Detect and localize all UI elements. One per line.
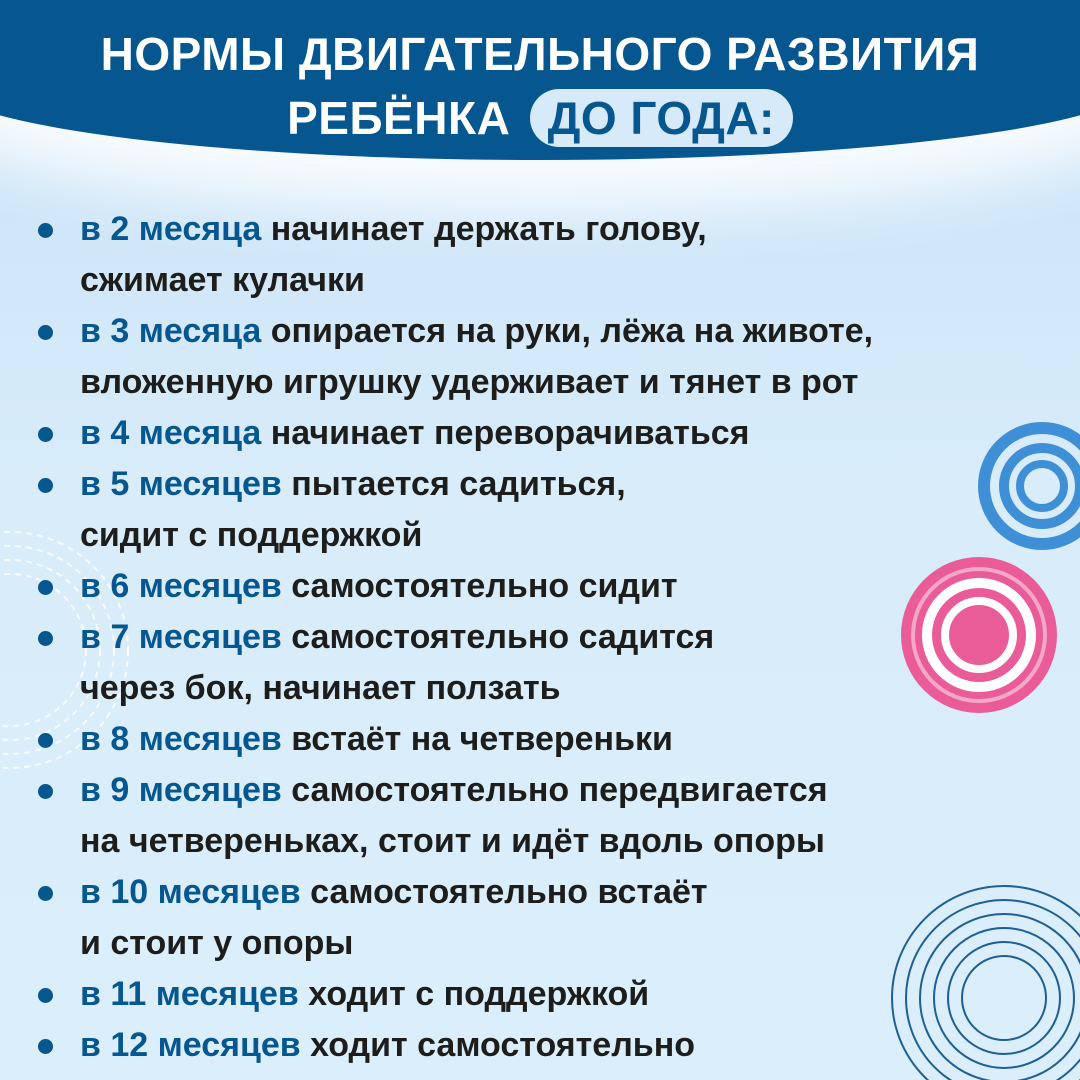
milestone-text: самостоятельно встаёт bbox=[310, 873, 708, 911]
milestone-text: опирается на руки, лёжа на животе, bbox=[270, 312, 874, 350]
milestone-text-continued: и стоит у опоры bbox=[80, 924, 354, 962]
bullet-icon bbox=[38, 886, 53, 901]
milestone-text: самостоятельно сидит bbox=[291, 567, 678, 605]
milestone-text-continued: на четвереньках, стоит и идёт вдоль опоры bbox=[80, 822, 825, 860]
milestone-age: в 10 месяцев bbox=[80, 873, 301, 911]
milestone-text-continued: вложенную игрушку удерживает и тянет в рот bbox=[80, 363, 859, 401]
bullet-icon bbox=[38, 325, 53, 340]
page-title bbox=[0, 22, 1080, 150]
milestone-age: в 8 месяцев bbox=[80, 720, 282, 758]
milestone-text: пытается садиться, bbox=[291, 465, 626, 503]
title-line-1: НОРМЫ ДВИГАТЕЛЬНОГО РАЗВИТИЯ bbox=[100, 28, 980, 80]
milestone-text: начинает переворачиваться bbox=[270, 414, 750, 452]
milestone-text: самостоятельно садится bbox=[291, 618, 715, 656]
title-line-2 bbox=[0, 86, 1080, 150]
milestone-list bbox=[38, 204, 1068, 1071]
milestone-item bbox=[38, 1020, 1068, 1071]
bullet-icon bbox=[38, 784, 53, 799]
milestone-item bbox=[38, 204, 1068, 306]
milestone-age: в 12 месяцев bbox=[80, 1026, 301, 1064]
bullet-icon bbox=[38, 1039, 53, 1054]
title-word: РЕБЁНКА bbox=[287, 92, 511, 144]
milestone-text: начинает держать голову, bbox=[270, 210, 707, 248]
milestone-text: ходит самостоятельно bbox=[310, 1026, 695, 1064]
milestone-text: самостоятельно передвигается bbox=[291, 771, 828, 809]
bullet-icon bbox=[38, 988, 53, 1003]
milestone-item bbox=[38, 561, 1068, 612]
milestone-text: ходит с поддержкой bbox=[308, 975, 650, 1013]
bullet-icon bbox=[38, 631, 53, 646]
milestone-age: в 2 месяца bbox=[80, 210, 262, 248]
milestone-text: встаёт на четвереньки bbox=[291, 720, 673, 758]
milestone-age: в 11 месяцев bbox=[80, 975, 299, 1013]
milestone-item bbox=[38, 867, 1068, 969]
milestone-item bbox=[38, 612, 1068, 714]
bullet-icon bbox=[38, 580, 53, 595]
milestone-item bbox=[38, 306, 1068, 408]
bullet-icon bbox=[38, 733, 53, 748]
milestone-item bbox=[38, 969, 1068, 1020]
milestone-age: в 6 месяцев bbox=[80, 567, 282, 605]
milestone-item bbox=[38, 714, 1068, 765]
milestone-text-continued: сидит с поддержкой bbox=[80, 516, 423, 554]
milestone-age: в 7 месяцев bbox=[80, 618, 282, 656]
milestone-item bbox=[38, 408, 1068, 459]
milestone-age: в 5 месяцев bbox=[80, 465, 282, 503]
milestone-item bbox=[38, 459, 1068, 561]
milestone-age: в 4 месяца bbox=[80, 414, 262, 452]
bullet-icon bbox=[38, 427, 53, 442]
milestone-item bbox=[38, 765, 1068, 867]
milestone-age: в 9 месяцев bbox=[80, 771, 282, 809]
bullet-icon bbox=[38, 478, 53, 493]
milestone-text-continued: через бок, начинает ползать bbox=[80, 669, 561, 707]
milestone-text-continued: сжимает кулачки bbox=[80, 261, 365, 299]
title-highlight-pill: ДО ГОДА: bbox=[530, 89, 793, 147]
milestone-age: в 3 месяца bbox=[80, 312, 262, 350]
bullet-icon bbox=[38, 223, 53, 238]
